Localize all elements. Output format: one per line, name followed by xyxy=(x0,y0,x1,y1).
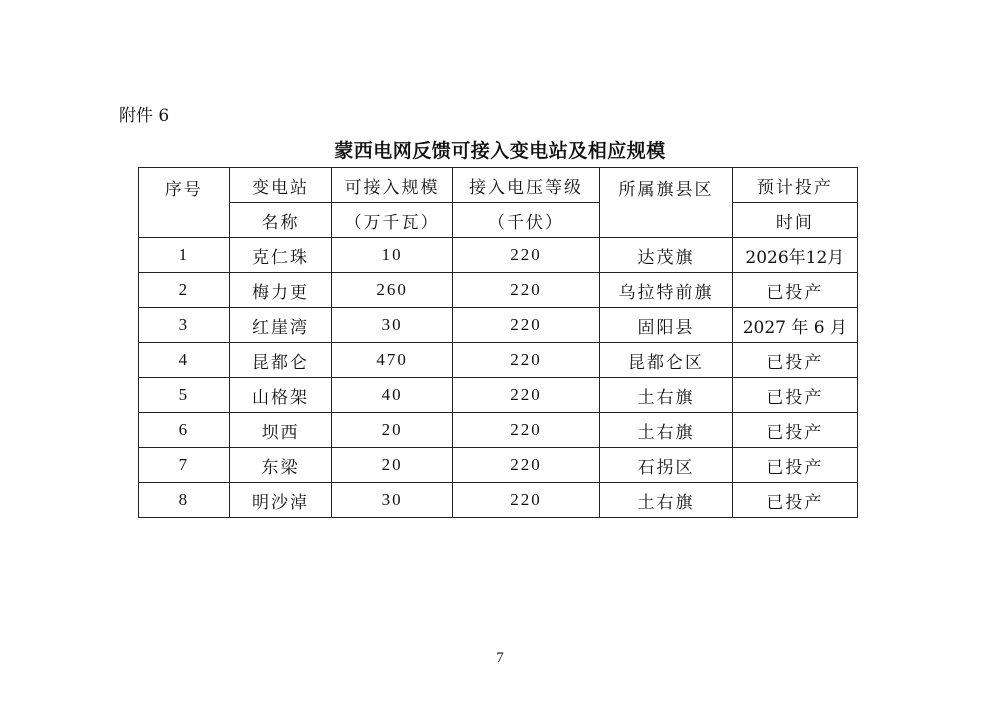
table-row xyxy=(139,483,858,518)
table-title: 蒙西电网反馈可接入变电站及相应规模 xyxy=(334,140,666,162)
page-number: 7 xyxy=(496,650,504,666)
cell-seq: 3 xyxy=(139,308,230,343)
cell-capacity: 20 xyxy=(332,448,452,483)
cell-capacity: 30 xyxy=(332,308,452,343)
header-station-2: 名称 xyxy=(229,203,332,238)
cell-voltage: 220 xyxy=(452,378,600,413)
cell-county: 石拐区 xyxy=(600,448,732,483)
table-row xyxy=(139,238,858,273)
cell-seq: 8 xyxy=(139,483,230,518)
cell-schedule: 已投产 xyxy=(732,343,857,378)
cell-seq: 6 xyxy=(139,413,230,448)
cell-county: 乌拉特前旗 xyxy=(600,273,732,308)
cell-schedule: 已投产 xyxy=(732,273,857,308)
cell-station: 东梁 xyxy=(229,448,332,483)
cell-county: 昆都仑区 xyxy=(600,343,732,378)
attachment-label: 附件 6 xyxy=(119,106,170,126)
cell-county: 固阳县 xyxy=(600,308,732,343)
cell-station: 山格架 xyxy=(229,378,332,413)
cell-voltage: 220 xyxy=(452,413,600,448)
cell-schedule: 已投产 xyxy=(732,413,857,448)
cell-capacity: 40 xyxy=(332,378,452,413)
cell-county: 土右旗 xyxy=(600,483,732,518)
cell-seq: 5 xyxy=(139,378,230,413)
cell-station: 坝西 xyxy=(229,413,332,448)
cell-seq: 7 xyxy=(139,448,230,483)
cell-voltage: 220 xyxy=(452,273,600,308)
cell-seq: 2 xyxy=(139,273,230,308)
cell-capacity: 260 xyxy=(332,273,452,308)
header-row xyxy=(139,168,858,203)
header-seq: 序号 xyxy=(139,168,230,238)
cell-station: 红崖湾 xyxy=(229,308,332,343)
cell-county: 土右旗 xyxy=(600,378,732,413)
substation-table xyxy=(138,167,858,518)
table-row xyxy=(139,343,858,378)
header-county: 所属旗县区 xyxy=(600,168,732,238)
cell-county: 达茂旗 xyxy=(600,238,732,273)
cell-capacity: 20 xyxy=(332,413,452,448)
table-row xyxy=(139,273,858,308)
table-row xyxy=(139,378,858,413)
cell-schedule: 已投产 xyxy=(732,378,857,413)
header-schedule: 预计投产 xyxy=(732,168,857,203)
cell-schedule: 2026年12月 xyxy=(732,238,857,273)
cell-station: 明沙淖 xyxy=(229,483,332,518)
cell-schedule: 已投产 xyxy=(732,483,857,518)
cell-voltage: 220 xyxy=(452,343,600,378)
cell-seq: 4 xyxy=(139,343,230,378)
cell-capacity: 10 xyxy=(332,238,452,273)
header-station: 变电站 xyxy=(229,168,332,203)
cell-capacity: 470 xyxy=(332,343,452,378)
cell-seq: 1 xyxy=(139,238,230,273)
cell-voltage: 220 xyxy=(452,308,600,343)
cell-station: 克仁珠 xyxy=(229,238,332,273)
header-voltage-2: （千伏） xyxy=(452,203,600,238)
header-capacity-2: （万千瓦） xyxy=(332,203,452,238)
header-schedule-2: 时间 xyxy=(732,203,857,238)
cell-station: 梅力更 xyxy=(229,273,332,308)
cell-schedule: 2027 年 6 月 xyxy=(732,308,857,343)
cell-station: 昆都仑 xyxy=(229,343,332,378)
cell-capacity: 30 xyxy=(332,483,452,518)
header-row-2 xyxy=(139,203,858,238)
table-row xyxy=(139,308,858,343)
header-capacity: 可接入规模 xyxy=(332,168,452,203)
cell-county: 土右旗 xyxy=(600,413,732,448)
cell-voltage: 220 xyxy=(452,448,600,483)
table-row xyxy=(139,448,858,483)
cell-schedule: 已投产 xyxy=(732,448,857,483)
header-voltage: 接入电压等级 xyxy=(452,168,600,203)
cell-voltage: 220 xyxy=(452,238,600,273)
table-row xyxy=(139,413,858,448)
cell-voltage: 220 xyxy=(452,483,600,518)
